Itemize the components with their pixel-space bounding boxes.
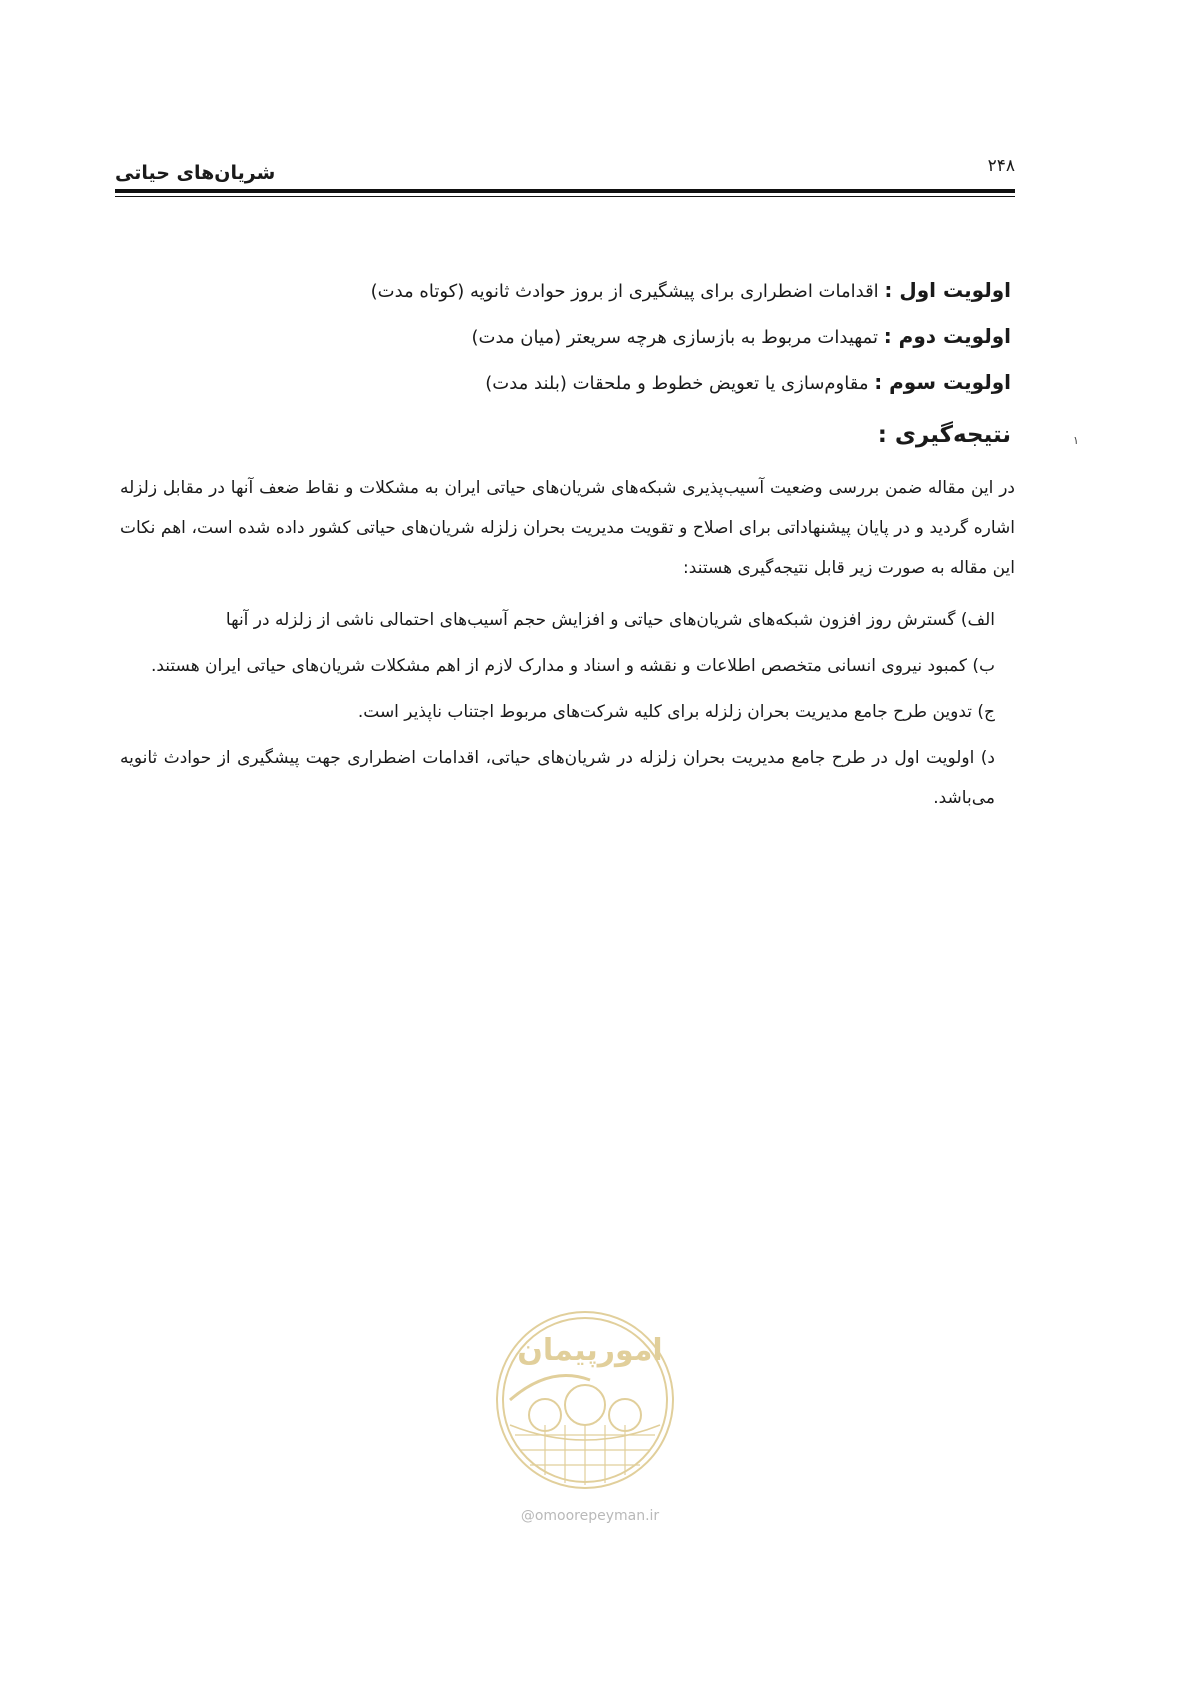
watermark-stamp-icon [490,1305,680,1495]
running-title: شریان‌های حیاتی [115,162,276,184]
priority-item [211,314,1011,360]
conclusion-item: الف) گسترش روز افزون شبکه‌های شریان‌های حیاتی و افزایش حجم آسیب‌های احتمالی ناشی از زلزله در آنها [225,610,995,630]
conclusion-list [120,600,1015,824]
conclusion-item: ب) کمبود نیروی انسانی متخصص اطلاعات و نقشه و اسناد و مدارک لازم از اهم مشکلات شریان‌های حیاتی ایران هستند. [150,656,995,676]
section-heading: نتیجه‌گیری : [877,422,1011,448]
priority-text: مقاوم‌سازی یا تعویض خطوط و ملحقات (بلند مدت) [485,373,875,394]
conclusion-item: ج) تدوین طرح جامع مدیریت بحران زلزله برای کلیه شرکت‌های مربوط اجتناب ناپذیر است. [357,702,995,722]
header-rule-thick [115,189,1015,193]
priority-label: اولویت اول : [884,278,1011,302]
intro-paragraph: در این مقاله ضمن بررسی وضعیت آسیب‌پذیری شبکه‌های شریان‌های حیاتی ایران به مشکلات و نقاط ضعف آنها در مقابل زلزله اشاره گردید و در پایان پیشنهاداتی برای اصلاح و تقویت مدیریت بحران زلزله شریان‌های حیاتی کشور داده شده است، اهم نکات این مقاله به صورت زیر قابل نتیجه‌گیری هستند: [120,478,1015,578]
at-icon: @ [520,1508,535,1524]
priority-item [211,360,1011,406]
page-header [115,150,1015,190]
priority-item [211,268,1011,314]
watermark-site-text: omoorepeyman.ir [534,1508,660,1524]
margin-mark: ۱ [1073,434,1079,447]
priority-text: تمهیدات مربوط به بازسازی هرچه سریعتر (میان مدت) [471,327,884,348]
conclusion-item: د) اولویت اول در طرح جامع مدیریت بحران زلزله در شریان‌های حیاتی، اقدامات اضطراری جهت پیشگیری از حوادث ثانویه می‌باشد. [120,748,995,808]
stamp-text: امورپیمان [517,1333,663,1368]
header-rule-thin [115,196,1015,197]
priority-text: اقدامات اضطراری برای پیشگیری از بروز حوادث ثانویه (کوتاه مدت) [370,281,885,302]
priority-list [211,268,1011,406]
page-number: ۲۴۸ [987,156,1015,176]
priority-label: اولویت دوم : [883,324,1011,348]
priority-label: اولویت سوم : [874,370,1011,394]
watermark-site [490,1508,690,1524]
